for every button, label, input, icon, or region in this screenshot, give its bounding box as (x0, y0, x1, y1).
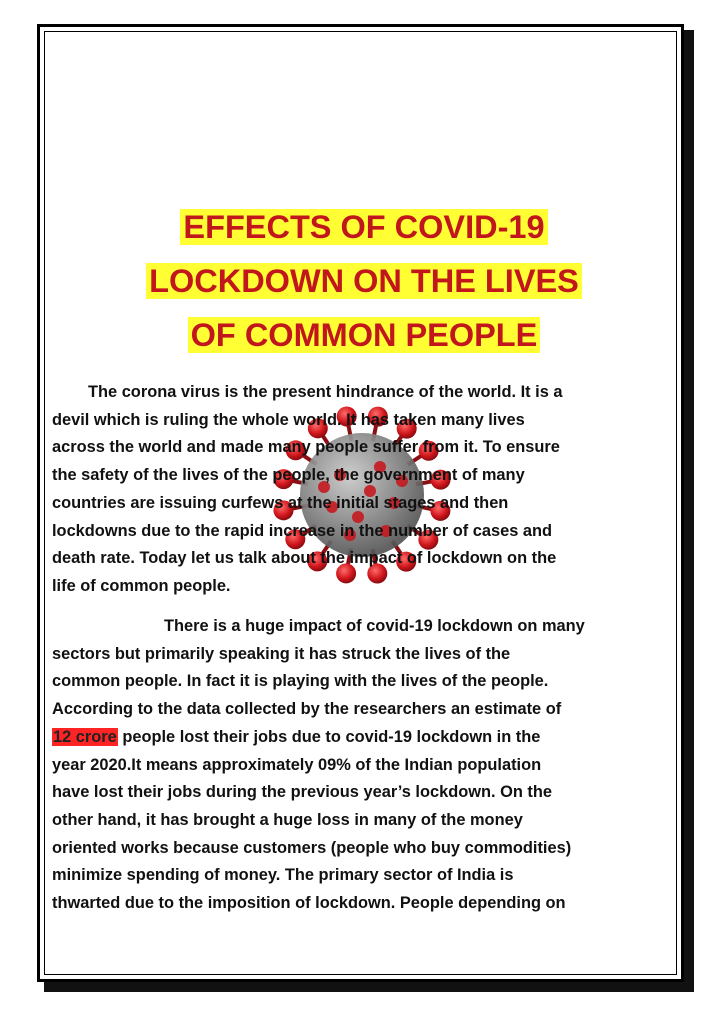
text-line: oriented works because customers (people who buy commodities) (52, 838, 572, 857)
text-line: thwarted due to the imposition of lockdown. People depending on (52, 894, 566, 913)
text-line: 12 crore people lost their jobs due to covid-19 lockdown in the (53, 727, 541, 746)
text-line: There is a huge impact of covid-19 lockdown on many (164, 617, 585, 635)
text-line: other hand, it has brought a huge loss in many of the money (52, 810, 523, 829)
text-line: across the world and made many people suffer from it. To ensure (52, 438, 560, 457)
text-line: According to the data collected by the researchers an estimate of (52, 700, 562, 719)
text-line: have lost their jobs during the previous year’s lockdown. On the (52, 783, 553, 802)
text-line: The corona virus is the present hindrance of the world. It is a (88, 383, 563, 401)
paragraph-impact (52, 613, 682, 918)
highlighted-figure: 12 crore (53, 727, 117, 746)
text-line: sectors but primarily speaking it has struck the lives of the (52, 644, 511, 663)
document-title (0, 200, 728, 362)
text-line: year 2020.It means approximately 09% of the Indian population (52, 755, 542, 774)
title-line-2: LOCKDOWN ON THE LIVES (0, 254, 728, 308)
text-line: death rate. Today let us talk about the impact of lockdown on the (52, 549, 557, 568)
text-line: countries are issuing curfews at the initial stages and then (52, 493, 509, 512)
text-line: minimize spending of money. The primary sector of India is (52, 866, 514, 885)
text-line: life of common people. (52, 576, 231, 595)
text-line: common people. In fact it is playing with the lives of the people. (52, 672, 549, 691)
text-line: devil which is ruling the whole world. It has taken many lives (52, 410, 525, 429)
title-line-3: OF COMMON PEOPLE (0, 308, 728, 362)
text-line: the safety of the lives of the people, the government of many (52, 466, 525, 485)
paragraph-introduction (52, 379, 682, 601)
title-line-1: EFFECTS OF COVID-19 (0, 200, 728, 254)
text-line: lockdowns due to the rapid increase in the number of cases and (52, 521, 553, 540)
